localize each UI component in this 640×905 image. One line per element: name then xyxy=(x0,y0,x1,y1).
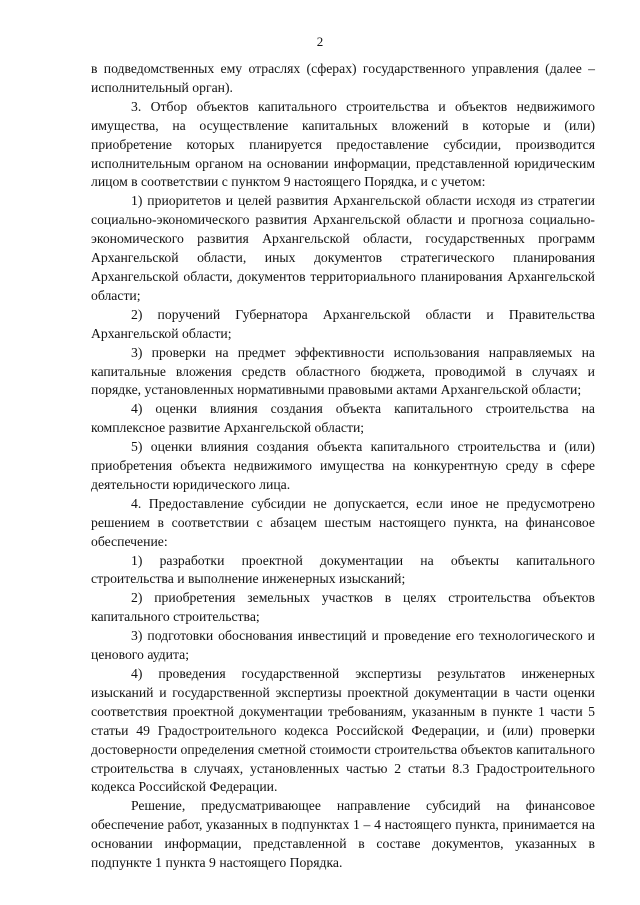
paragraph-item-3-4: 4) оценки влияния создания объекта капитального строительства на комплексное развитие Архангельской области; xyxy=(91,401,595,436)
paragraph-item-3-2: 2) поручений Губернатора Архангельской области и Правительства Архангельской области; xyxy=(91,306,595,341)
paragraph-continuation: в подведомственных ему отраслях (сферах) государственного управления (далее – исполнительный орган). xyxy=(91,61,595,95)
paragraph-clause-4: 4. Предоставление субсидии не допускается, если иное не предусмотрено решением в соответствии с абзацем шестым настоящего пункта, на финансовое обеспечение: xyxy=(91,495,595,549)
paragraph-item-3-1: 1) приоритетов и целей развития Архангельской области исходя из стратегии социально-экономического развития Архангельской области и прогноза социально-экономического развития Архангельской области, государственных программ Архангельской области, иных документов стратегического планирования Архангельской области, документов территориального планирования Архангельской области; xyxy=(91,193,595,303)
paragraph-item-4-3: 3) подготовки обоснования инвестиций и проведение его технологического и ценового аудита; xyxy=(91,628,595,663)
paragraph-item-3-5: 5) оценки влияния создания объекта капитального строительства и (или) приобретения объекта недвижимого имущества на конкурентную среду в сфере деятельности юридического лица. xyxy=(91,439,595,492)
paragraph-item-4-2: 2) приобретения земельных участков в целях строительства объектов капитального строительства; xyxy=(91,590,595,625)
paragraph-decision: Решение, предусматривающее направление субсидий на финансовое обеспечение работ, указанных в подпунктах 1 – 4 настоящего пункта, принимается на основании информации, представленной в составе документов, указанных в подпункте 1 пункта 9 настоящего Порядка. xyxy=(91,798,595,871)
paragraph-item-4-1: 1) разработки проектной документации на объекты капитального строительства и выполнение инженерных изысканий; xyxy=(91,552,595,587)
paragraph-item-4-4: 4) проведения государственной экспертизы результатов инженерных изысканий и государственной экспертизы проектной документации в части оценки соответствия проектной документации требованиям, указанным в пункте 1 части 5 статьи 49 Градостроительного кодекса Российской Федерации, и (или) проверки достоверности определения сметной стоимости строительства объектов капитального строительства в случаях, установленных частью 2 статьи 8.3 Градостроительного кодекса Российской Федерации. xyxy=(91,666,595,795)
paragraph-clause-3: 3. Отбор объектов капитального строительства и объектов недвижимого имущества, на осуществление капитальных вложений в которые и (или) приобретение которых планируется предоставление субсидии, производится исполнительным органом на основании информации, представленной юридическим лицом в соответствии с пунктом 9 настоящего Порядка, и с учетом: xyxy=(91,98,595,190)
page-number: 2 xyxy=(316,34,324,49)
paragraph-item-3-3: 3) проверки на предмет эффективности использования направляемых на капитальные вложения средств областного бюджета, проводимой в случаях и порядке, установленных нормативными правовыми актами Архангельской области; xyxy=(91,344,595,398)
document-body xyxy=(91,60,595,873)
